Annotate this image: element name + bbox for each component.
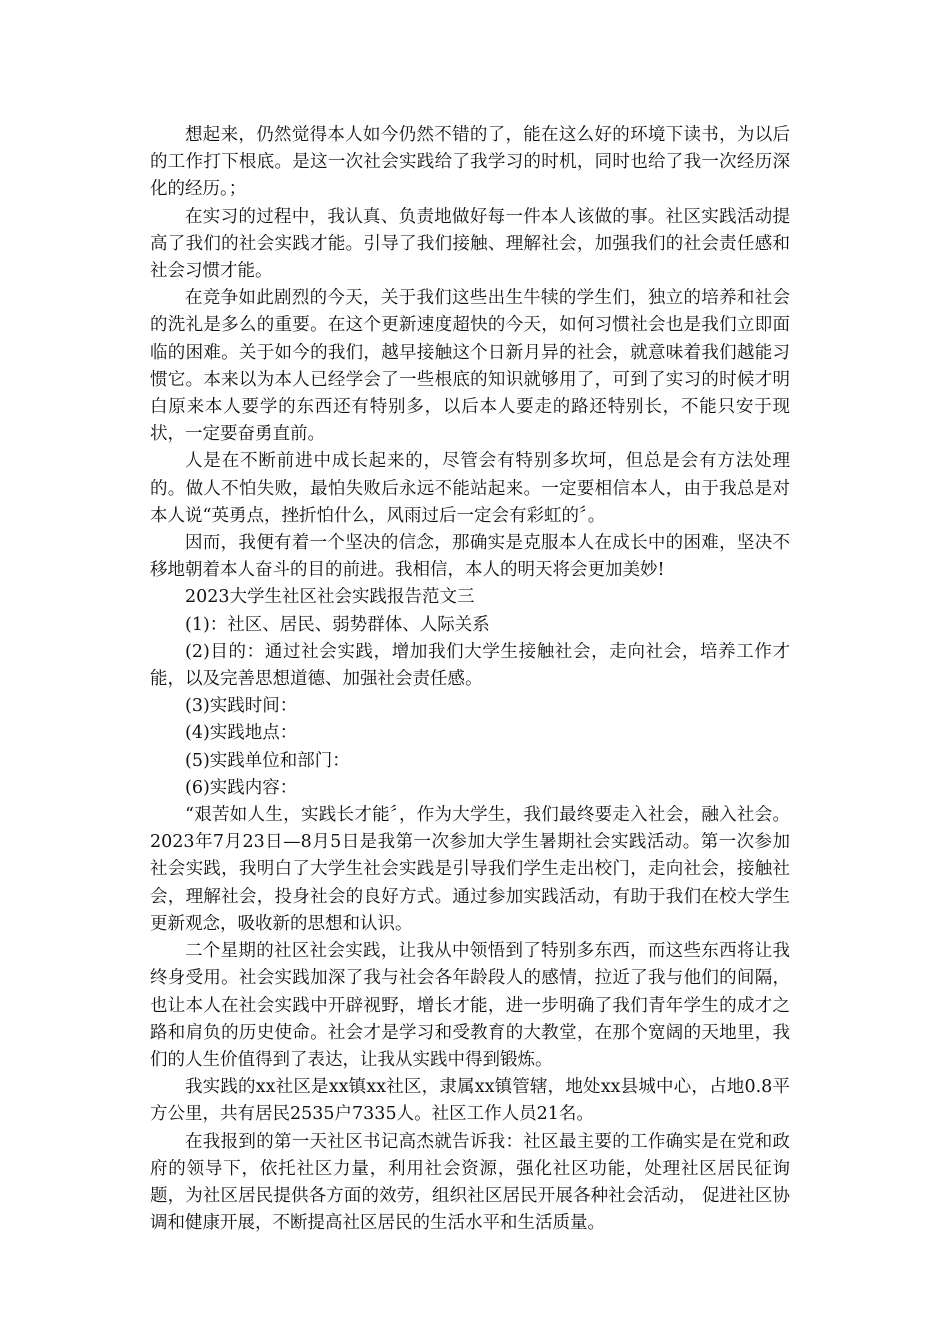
list-item-time: (3)实践时间： — [185, 696, 298, 717]
paragraph: 在竞争如此剧烈的今天，关于我们这些出生牛犊的学生们，独立的培养和社会的洗礼是多么的重要。在这个更新速度超快的今天，如何习惯社会也是我们立即面临的困难。关于如今的我们，越早接触这个日新月异的社会，就意味着我们越能习惯它。本来以为本人已经学会了一些根底的知识就够用了，可到了实习的时候才明白原来本人要学的东西还有特别多，以后本人要走的路还特别长，不能只安于现状，一定要奋勇直前。 — [150, 288, 790, 445]
list-item-location: (4)实践地点： — [185, 723, 298, 744]
document-body — [150, 122, 790, 1237]
list-item-keywords: (1)：社区、居民、弱势群体、人际关系 — [185, 614, 490, 635]
paragraph: 在实习的过程中，我认真、负责地做好每一件本人该做的事。社区实践活动提高了我们的社会实践才能。引导了我们接触、理解社会，加强我们的社会责任感和社会习惯才能。 — [150, 206, 790, 282]
section-title: 2023大学生社区社会实践报告范文三 — [185, 587, 475, 608]
paragraph: “艰苦如人生，实践长才能〞，作为大学生，我们最终要走入社会，融入社会。2023年7月23日—8月5日是我第一次参加大学生暑期社会实践活动。第一次参加社会实践，我明白了大学生社会实践是引导我们学生走出校门，走向社会，接触社会，理解社会，投身社会的良好方式。通过参加实践活动，有助于我们在校大学生更新观念，吸收新的思想和认识。 — [150, 805, 790, 934]
paragraph: 想起来，仍然觉得本人如今仍然不错的了，能在这么好的环境下读书，为以后的工作打下根底。是这一次社会实践给了我学习的时机，同时也给了我一次经历深化的经历。； — [150, 125, 790, 200]
paragraph: 人是在不断前进中成长起来的，尽管会有特别多坎坷，但总是会有方法处理的。做人不怕失败，最怕失败后永远不能站起来。一定要相信本人，由于我总是对本人说“英勇点，挫折怕什么，风雨过后一定会有彩虹的〞。 — [150, 451, 790, 526]
paragraph: 我实践的xx社区是xx镇xx社区，隶属xx镇管辖，地处xx县城中心，占地0.8平方公里，共有居民2535户7335人。社区工作人员21名。 — [150, 1077, 790, 1125]
list-item-purpose: (2)目的：通过社会实践，增加我们大学生接触社会，走向社会，培养工作才能，以及完善思想道德、加强社会责任感。 — [150, 641, 790, 690]
list-item-unit: (5)实践单位和部门： — [185, 750, 350, 771]
paragraph: 在我报到的第一天社区书记高杰就告诉我：社区最主要的工作确实是在党和政府的领导下，依托社区力量，利用社会资源，强化社区功能，处理社区居民征询题，为社区居民提供各方面的效劳，组织社区居民开展各种社会活动， 促进社区协调和健康开展，不断提高社区居民的生活水平和生活质量。 — [150, 1131, 790, 1234]
paragraph: 因而，我便有着一个坚决的信念，那确实是克服本人在成长中的困难，坚决不移地朝着本人奋斗的目的前进。我相信，本人的明天将会更加美妙! — [150, 533, 790, 581]
list-item-content: (6)实践内容： — [185, 777, 298, 798]
paragraph: 二个星期的社区社会实践，让我从中领悟到了特别多东西，而这些东西将让我终身受用。社会实践加深了我与社会各年龄段人的感情，拉近了我与他们的间隔，也让本人在社会实践中开辟视野，增长才能，进一步明确了我们青年学生的成才之路和肩负的历史使命。社会才是学习和受教育的大教堂，在那个宽阔的天地里，我们的人生价值得到了表达，让我从实践中得到锻炼。 — [150, 941, 790, 1070]
